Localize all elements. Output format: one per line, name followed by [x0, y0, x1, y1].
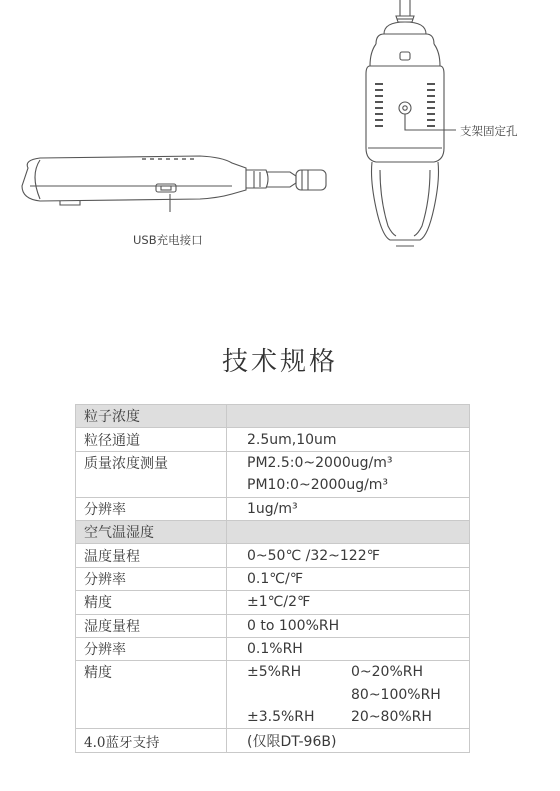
- side-view-device: [22, 156, 326, 212]
- table-row: [76, 544, 470, 567]
- row-value: ±1℃/2℉: [227, 591, 470, 614]
- row-value: [227, 706, 470, 729]
- table-row: [76, 451, 470, 474]
- row-value: 0.1℃/℉: [227, 567, 470, 590]
- row-label: 质量浓度测量: [76, 451, 227, 474]
- row-value: PM2.5:0~2000ug/m³: [227, 451, 470, 474]
- row-label-empty: [76, 474, 227, 497]
- accuracy-value: ±5%RH: [247, 664, 302, 681]
- section-air: 空气温湿度: [76, 520, 227, 543]
- table-row: [76, 474, 470, 497]
- row-value: 0 to 100%RH: [227, 614, 470, 637]
- row-value: 0~50℃ /32~122℉: [227, 544, 470, 567]
- row-label: 分辨率: [76, 567, 227, 590]
- front-view-device: [366, 0, 456, 246]
- table-row: [76, 497, 470, 520]
- row-label-empty: [76, 684, 227, 706]
- accuracy-range: 80~100%RH: [351, 686, 441, 703]
- accuracy-value: ±3.5%RH: [247, 709, 315, 726]
- accuracy-range: 20~80%RH: [351, 709, 432, 726]
- accuracy-range: 0~20%RH: [351, 664, 424, 681]
- table-section-row: [76, 520, 470, 543]
- table-row: [76, 428, 470, 451]
- table-row: [76, 567, 470, 590]
- row-value: 1ug/m³: [227, 497, 470, 520]
- table-row: [76, 729, 470, 752]
- table-row: [76, 614, 470, 637]
- row-label: 精度: [76, 661, 227, 684]
- row-value: PM10:0~2000ug/m³: [227, 474, 470, 497]
- row-value: 0.1%RH: [227, 637, 470, 660]
- usb-port-label: USB充电接口: [133, 233, 203, 247]
- table-row: [76, 684, 470, 706]
- section-filler: [227, 520, 470, 543]
- table-section-row: [76, 405, 470, 428]
- table-row: [76, 637, 470, 660]
- section-filler: [227, 405, 470, 428]
- mount-hole-label: 支架固定孔: [460, 124, 518, 138]
- page-title: 技术规格: [221, 347, 338, 377]
- row-value: [227, 684, 470, 706]
- row-label: 分辨率: [76, 637, 227, 660]
- row-label: 精度: [76, 591, 227, 614]
- table-row: [76, 706, 470, 729]
- row-label-empty: [76, 706, 227, 729]
- section-particle: 粒子浓度: [76, 405, 227, 428]
- product-diagram: [0, 0, 560, 300]
- row-label: 分辨率: [76, 497, 227, 520]
- row-label: 湿度量程: [76, 614, 227, 637]
- row-value: (仅限DT-96B): [227, 729, 470, 752]
- table-row: [76, 661, 470, 684]
- row-label: 粒径通道: [76, 428, 227, 451]
- row-value: 2.5um,10um: [227, 428, 470, 451]
- table-row: [76, 591, 470, 614]
- row-label: 温度量程: [76, 544, 227, 567]
- row-value: [227, 661, 470, 684]
- row-label: 4.0蓝牙支持: [76, 729, 227, 752]
- spec-table: [75, 404, 470, 753]
